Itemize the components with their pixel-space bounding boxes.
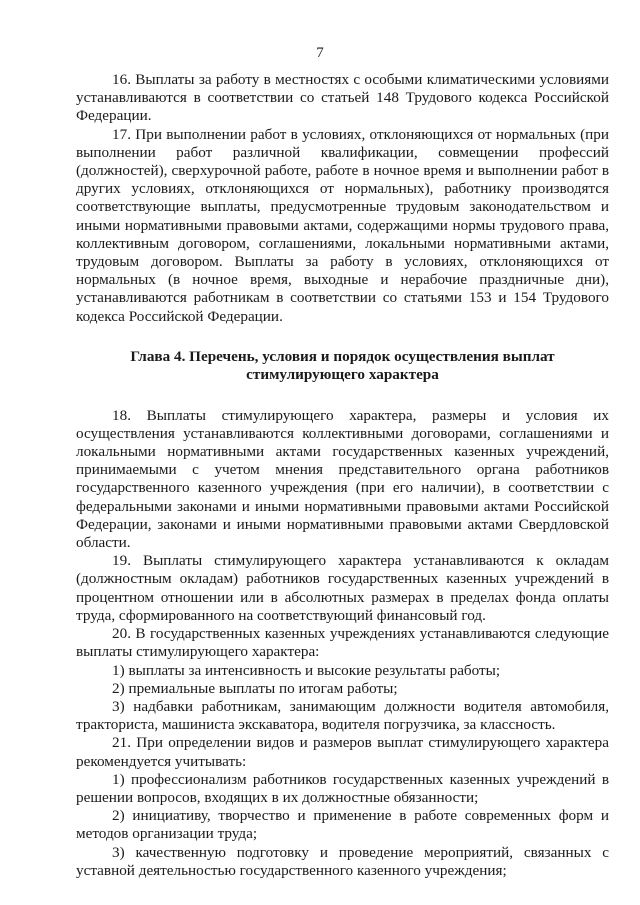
chapter-heading-line-2: стимулирующего характера (246, 366, 439, 384)
list-item-20-1: 1) выплаты за интенсивность и высокие результаты работы; (112, 661, 501, 679)
paragraph-16: 16. Выплаты за работу в местностях с особыми климатическими условиями устанавливаются в соответствии со статьей 148 Трудового кодекса Российской Федерации. (76, 71, 609, 125)
list-item-21-1: 1) профессионализм работников государственных казенных учреждений в решении вопросов, входящих в их должностные обязанности; (76, 770, 609, 806)
paragraph-19: 19. Выплаты стимулирующего характера устанавливаются к окладам (должностным окладам) работников государственных казенных учреждений в процентном отношении или в абсолютных размерах в пределах фонда оплаты труда, сформированного на соответствующий финансовый год. (76, 552, 609, 624)
list-item-20-2: 2) премиальные выплаты по итогам работы; (112, 679, 398, 697)
list-item-20-3: 3) надбавки работникам, занимающим должности водителя автомобиля, тракториста, машиниста экскаватора, водителя погрузчика, за классность. (76, 697, 609, 734)
paragraph-18: 18. Выплаты стимулирующего характера, размеры и условия их осуществления устанавливаются коллективными договорами, соглашениями и локальными нормативными актами государственных казенных учреждений, принимаемыми с учетом мнения представительного органа работников государственного казенного учреждения (при его наличии), в соответствии с федеральными законами и иными нормативными правовыми актами Российской Федерации, законами и иными нормативными правовыми актами Свердловской области. (76, 406, 609, 552)
page-number: 7 (316, 45, 324, 61)
paragraph-20: 20. В государственных казенных учреждениях устанавливаются следующие выплаты стимулирующего характера: (76, 625, 609, 661)
paragraph-17: 17. При выполнении работ в условиях, отклоняющихся от нормальных (при выполнении работ различной квалификации, совмещении профессий (должностей), сверхурочной работе, работе в ночное время и выполнении работ в других условиях, отклоняющихся от нормальных), работнику производятся соответствующие выплаты, предусмотренные трудовым законодательством и иными нормативными правовыми актами, содержащими нормы трудового права, коллективным договором, соглашениями, локальными нормативными актами, трудовым договором. Выплаты за работу в условиях, отклоняющихся от нормальных (в ночное время, выходные и нерабочие праздничные дни), устанавливаются работникам в соответствии со статьями 153 и 154 Трудового кодекса Российской Федерации. (76, 125, 609, 325)
chapter-heading (76, 348, 609, 385)
list-item-21-2: 2) инициативу, творчество и применение в работе современных форм и методов организации труда; (76, 807, 609, 843)
chapter-heading-line-1: Глава 4. Перечень, условия и порядок осуществления выплат (130, 347, 555, 365)
paragraph-21: 21. При определении видов и размеров выплат стимулирующего характера рекомендуется учитывать: (76, 734, 609, 770)
list-item-21-3: 3) качественную подготовку и проведение мероприятий, связанных с уставной деятельностью государственного казенного учреждения; (76, 843, 609, 879)
document-body (76, 71, 609, 880)
